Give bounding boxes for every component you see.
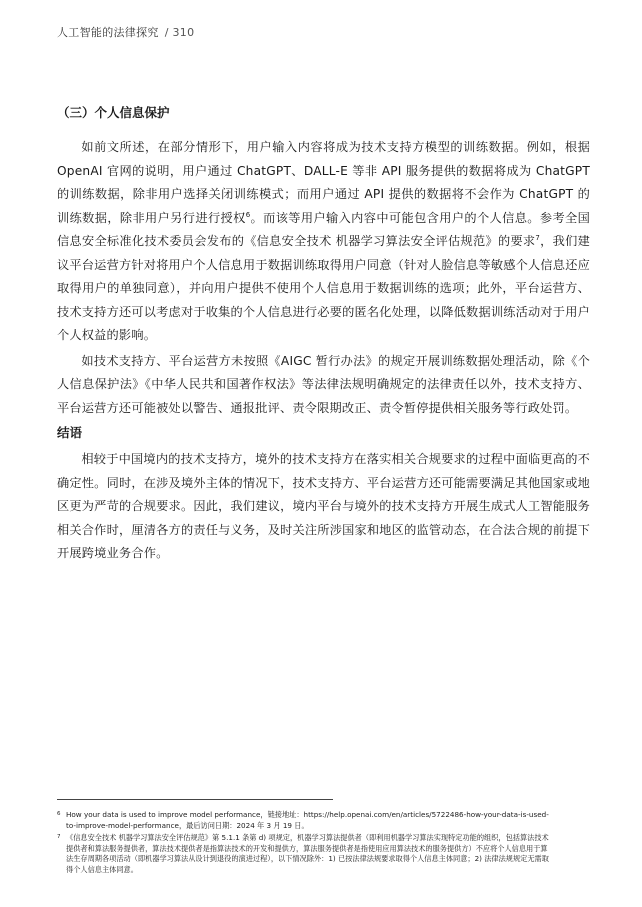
section-heading: （三）个人信息保护 [57, 105, 170, 120]
footnote-7-text: 《信息安全技术 机器学习算法安全评估规范》第 5.1.1 条第 d) 项规定，机器学习算法提供者（即利用机器学习算法实现特定功能的组织，包括算法技术提供者和算法服务提供者，算法技术提供者是指算法技术的开发和提供方，算法服务提供者是指使用应用算法技术的服务提供方）不应将个人信息用于算法生存周期各项活动（即机器学习算法从设计到退役的演进过程），以下情况除外：1) 已按法律法规要求取得个人信息主体同意；2) 法律法规规定无需取得个人信息主体同意。 [66, 833, 549, 874]
book-title: 人工智能的法律探究 [57, 26, 159, 39]
footnote-6-text: How your data is used to improve model performance，链接地址：https://help.openai.com/en/articles/5722486-how-your-data-is-used-to-improve-model-performance，最后访问日期：2024 年 3 月 19 日。 [66, 810, 549, 830]
footnotes [57, 810, 549, 878]
conclusion-paragraph: 相较于中国境内的技术支持方，境外的技术支持方在落实相关合规要求的过程中面临更高的不确定性。同时，在涉及境外主体的情况下，技术支持方、平台运营方还可能需要满足其他国家或地区更为严苛的合规要求。因此，我们建议，境内平台与境外的技术支持方开展生成式人工智能服务相关合作时，厘清各方的责任与义务，及时关注所涉国家和地区的监管动态，在合法合规的前提下开展跨境业务合作。 [57, 452, 590, 560]
running-header [57, 24, 194, 40]
footnote-6 [57, 810, 549, 831]
paragraph-2: 如技术支持方、平台运营方未按照《AIGC 暂行办法》的规定开展训练数据处理活动，除《个人信息保护法》《中华人民共和国著作权法》等法律法规明确规定的法律责任以外，技术支持方、平台运营方还可能被处以警告、通报批评、责令限期改正、责令暂停提供相关服务等行政处罚。 [57, 353, 590, 415]
footnote-ref-7[interactable]: 7 [535, 233, 541, 242]
paragraph-1 [57, 136, 590, 348]
paragraph-1-text-a: 如前文所述，在部分情形下，用户输入内容将成为技术支持方模型的训练数据。例如，根据 OpenAI 官网的说明，用户通过 ChatGPT、DALL-E 等非 API 服务提供的数据将成为 ChatGPT 的训练数据，除非用户选择关闭训练模式；而用户通过 API 提供的数据将不会作为 ChatGPT 的训练数据，除非用户另行进行授权 [57, 140, 590, 225]
footnote-7 [57, 833, 549, 875]
main-content [57, 102, 590, 568]
footnote-ref-6[interactable]: 6 [245, 210, 251, 219]
conclusion-heading: 结语 [57, 425, 83, 440]
footnote-7-number: 7 [57, 834, 61, 841]
footnote-divider [57, 799, 333, 800]
footnote-6-number: 6 [57, 811, 61, 817]
page-number: / 310 [164, 26, 195, 39]
paragraph-1-text-c: ，我们建议平台运营方针对将用户个人信息用于数据训练取得用户同意（针对人脸信息等敏感个人信息还应取得用户的单独同意），并向用户提供不使用个人信息用于数据训练的选项；此外，平台运营方、技术支持方还可以考虑对于收集的个人信息进行必要的匿名化处理，以降低数据训练活动对于用户个人权益的影响。 [57, 234, 590, 342]
paragraph-1-text-b: 。而该等用户输入内容中可能包含用户的个人信息。参考全国信息安全标准化技术委员会发布的《信息安全技术 机器学习算法安全评估规范》的要求 [57, 210, 591, 248]
